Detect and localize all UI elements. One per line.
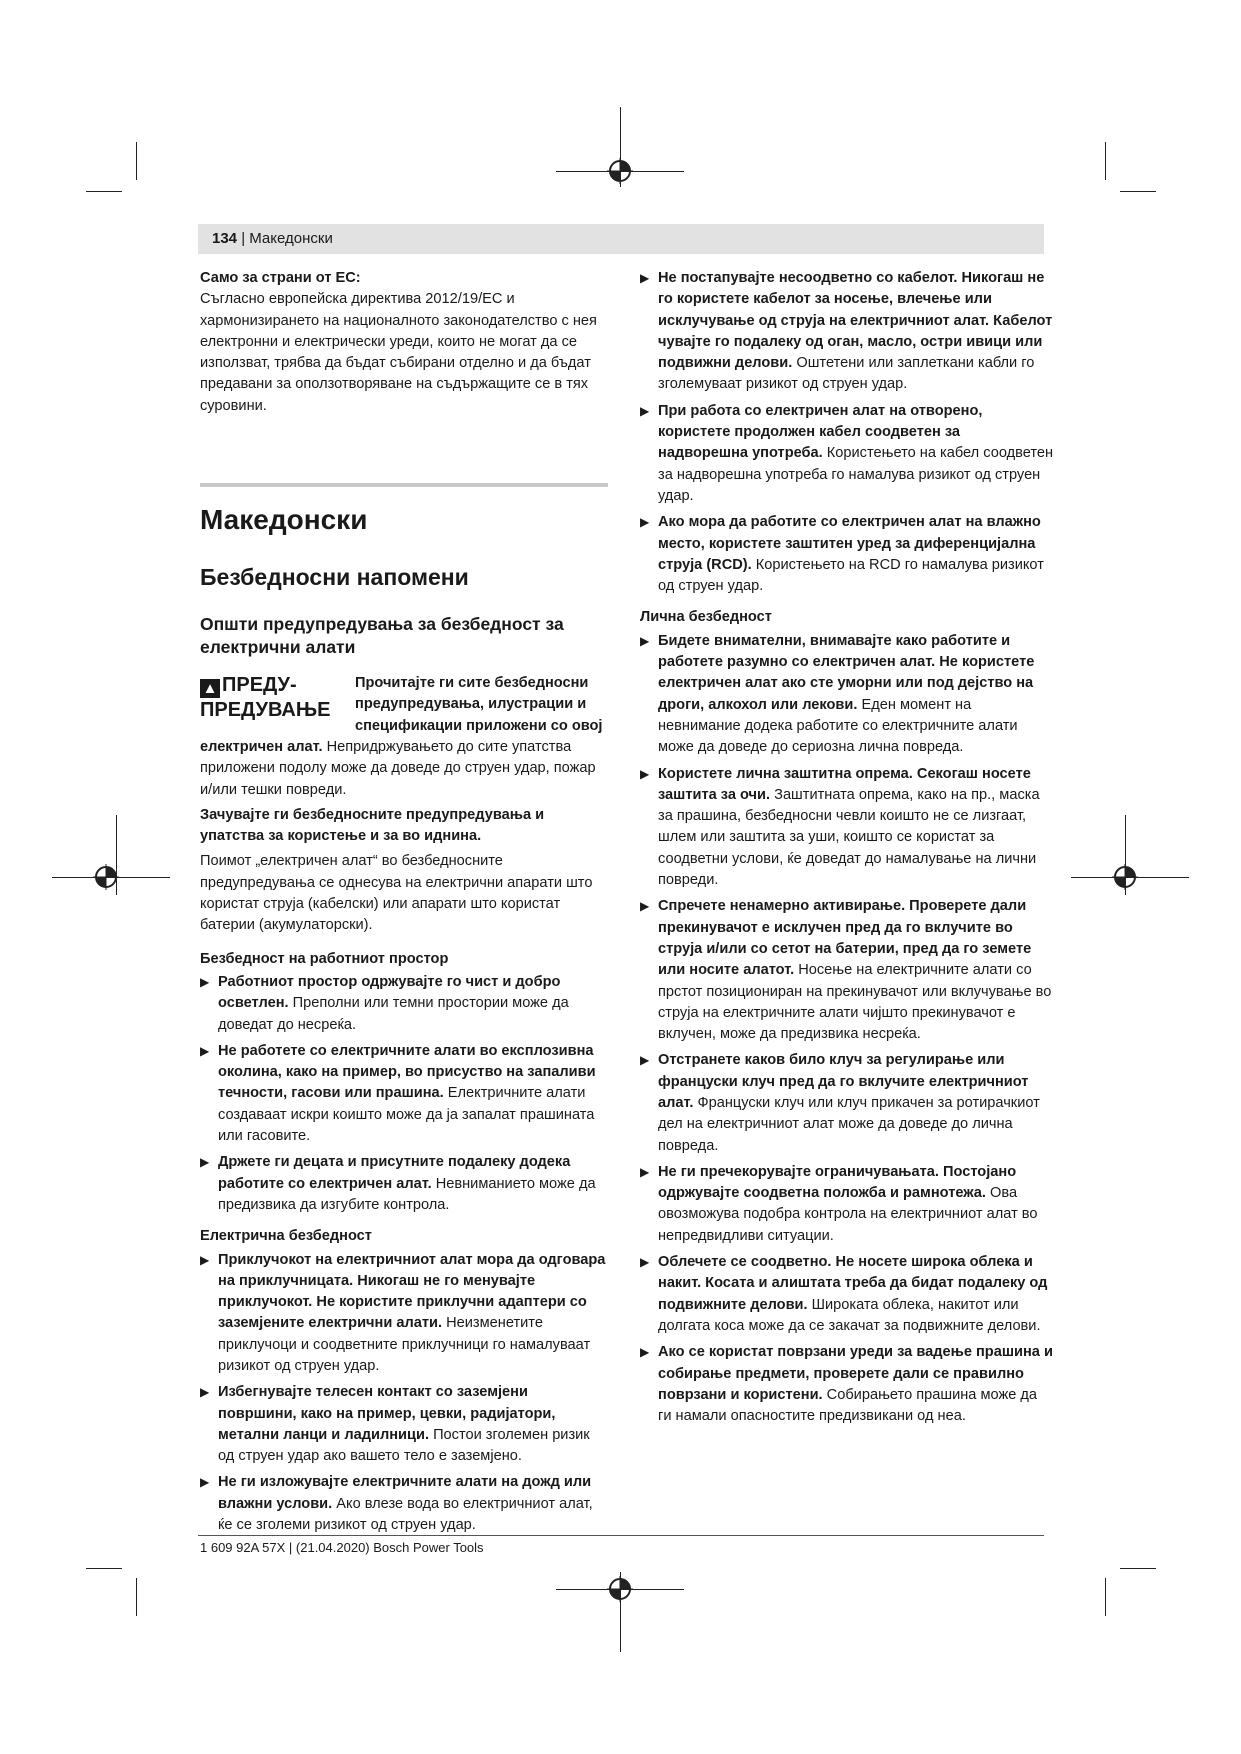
triangle-right-icon: ▶ — [640, 403, 650, 418]
list-item: ▶ Избегнувајте телесен контакт со заземјени површини, како на пример, цевки, радијатори, метални ланци и ладилници. Постои зголемен ризик од струен удар ако вашето тело е заземјено. — [200, 1384, 590, 1465]
list-item: ▶ Приклучокот на електричниот алат мора да одговара на приклучницата. Никогаш не го менувајте приклучокот. Не користите приклучни адаптери со заземјените електрични алати. Неизменетите приклучоци и соодветните приклучници го намалуваат ризикот од струен удар. — [200, 1251, 606, 1374]
triangle-right-icon: ▶ — [200, 1155, 210, 1170]
registration-crosshair-icon — [93, 864, 119, 890]
warning-lead-bold: Прочитајте ги сите безбедносни предупредувања, илустрации и спецификации приложени со овој електричен алат. — [200, 675, 603, 755]
warning-lead-text: Непридржувањето до сите упатства приложени подолу може да доведе до струен удар, пожар и/или тешки повреди. — [200, 738, 596, 798]
eu-text: Съгласно европейска директива 2012/19/ЕС и хармонизирането на националното законодателство с нея електронни и електрически уреди, които не могат да се използват, трябва да бъдат събирани отделно и да бъдат предавани за оползотворяване на съдържащите се в тях суровини. — [200, 291, 597, 414]
triangle-right-icon: ▶ — [200, 1475, 210, 1490]
triangle-right-icon: ▶ — [200, 1252, 210, 1267]
electrical-title: Електрична безбедност — [200, 1228, 372, 1245]
list-item: ▶ Не работете со електричните алати во експлозивна околина, како на пример, во присуство на запаливи течности, гасови или прашина. Електричните алати создаваат искри коишто може да ја запалат прашината или гасовите. — [200, 1042, 596, 1145]
list-item: ▶ Спречете ненамерно активирање. Проверете дали прекинувачот е исклучен пред да го вклучите во струја и/или со сетот на батерии, пред да го земете или носите алатот. Носење на електричните алати со прстот позициониран на прекинувачот или вклучување во струја на електричните алати чијшто прекинувачот е вклучен, може да предизвика несреќа. — [640, 898, 1052, 1043]
list-item: ▶ Отстранете каков било клуч за регулирање или француски клуч пред да го вклучите електричниот алат. Француски клуч или клуч прикачен за ротирачкиот дел на електричниот алат може да доведе до лична повреда. — [640, 1052, 1040, 1154]
triangle-right-icon: ▶ — [640, 1053, 650, 1068]
running-header: 134 | Македонски — [198, 224, 1044, 254]
right-column — [640, 268, 1054, 1432]
crop-mark — [1105, 142, 1106, 180]
triangle-right-icon: ▶ — [640, 1345, 650, 1360]
header-section: Македонски — [249, 230, 333, 247]
cable-list — [640, 268, 1054, 597]
electrical-list — [200, 1250, 608, 1537]
crop-mark — [1120, 1568, 1156, 1569]
registration-crosshair-icon — [607, 1576, 633, 1602]
crop-mark — [86, 1568, 122, 1569]
list-item: ▶ Не ги пречекорувајте ограничувањата. Постојано одржувајте соодветна положба и рамнотежа. Ова овозможува подобра контрола на електричниот алат во непредвидливи ситуации. — [640, 1163, 1038, 1244]
crop-mark — [86, 191, 122, 192]
list-item: ▶ Ако мора да работите со електричен алат на влажно место, користете заштитен уред за диференцијална струја (RCD). Користењето на RCD го намалува ризикот од струен удар. — [640, 514, 1044, 595]
crop-mark — [136, 1578, 137, 1616]
list-item: ▶ При работа со електричен алат на отворено, користете продолжен кабел соодветен за надворешна употреба. Користењето на кабел соодветен за надворешна употреба го намалува ризикот од струен удар. — [640, 402, 1054, 504]
page-number: 134 — [212, 230, 238, 247]
personal-list — [640, 631, 1054, 1428]
triangle-right-icon: ▶ — [200, 1043, 210, 1058]
warning-block — [200, 673, 608, 801]
list-item: ▶ Бидете внимателни, внимавајте како работите и работете разумно со електричен алат. Не користете електричен алат ако сте уморни или под дејство на дроги, алкохол или лекови. Еден момент на невнимание додека работите со електричните алати може да доведе до сериозна лична повреда. — [640, 632, 1035, 756]
warning-triangle-icon: ▲ — [200, 679, 220, 698]
crop-mark — [1120, 191, 1156, 192]
triangle-right-icon: ▶ — [640, 515, 650, 530]
triangle-right-icon: ▶ — [640, 1255, 650, 1270]
crop-mark — [136, 142, 137, 180]
footer-rule — [198, 1535, 1044, 1536]
warning-label: ▲ ПРЕДУ-ПРЕДУВАЊЕ — [200, 674, 331, 722]
eu-heading: Само за страни от ЕС: — [200, 270, 361, 286]
work-area-list — [200, 972, 608, 1216]
triangle-right-icon: ▶ — [640, 271, 650, 285]
list-item: ▶ Работниот простор одржувајте го чист и добро осветлен. Преполни или темни простории може да доведат до несреќа. — [200, 973, 569, 1033]
list-item: ▶ Држете ги децата и присутните подалеку додека работите со електричен алат. Невниманието може да предизвика да изгубите контрола. — [200, 1154, 596, 1213]
triangle-right-icon: ▶ — [640, 1164, 650, 1179]
left-column — [200, 268, 608, 1541]
list-item: ▶ Користете лична заштитна опрема. Секогаш носете заштита за очи. Заштитната опрема, како на пр., маска за прашина, безбедносни чевли коишто не се лизгаат, шлем или заштита за уши, коишто се користат за соодветни услови, ќе доведат до намалување на лични повреди. — [640, 765, 1040, 889]
triangle-right-icon: ▶ — [640, 899, 650, 914]
triangle-right-icon: ▶ — [640, 766, 650, 781]
triangle-right-icon: ▶ — [640, 633, 650, 648]
registration-crosshair-icon — [607, 158, 633, 184]
registration-crosshair-icon — [1112, 864, 1138, 890]
footer-text: 1 609 92A 57X | (21.04.2020) Bosch Power Tools — [200, 1540, 484, 1555]
keep-instructions: Зачувајте ги безбедносните предупредувања и упатства за користење и за во иднина. — [200, 806, 545, 845]
triangle-right-icon: ▶ — [200, 1385, 210, 1400]
crop-mark — [1105, 1578, 1106, 1616]
list-item: ▶ Не постапувајте несоодветно со кабелот. Никогаш не го користете кабелот за носење, влечење или исклучување од струја на електричниот алат. Кабелот чувајте го подалеку од оган, масло, остри ивици или подвижни делови. Оштетени или заплеткани кабли го зголемуваат ризикот од струен удар. — [640, 270, 1053, 393]
term-text: Поимот „електричен алат“ во безбедносните предупредувања се однесува на електрични апарати што користат струја (кабелски) или апарати што користат батерии (акумулаторски). — [200, 853, 593, 934]
section-divider — [200, 483, 608, 487]
general-warnings-title: Општи предупредувања за безбедност за електрични алати — [200, 614, 564, 658]
triangle-right-icon: ▶ — [200, 974, 210, 989]
list-item: ▶ Облечете се соодветно. Не носете широка облека и накит. Косата и алиштата треба да бидат подалеку од подвижните делови. Широката облека, накитот или долгата коса може да се закачат за подвижните делови. — [640, 1254, 1048, 1334]
list-item: ▶ Не ги изложувајте електричните алати на дожд или влажни услови. Ако влезе вода во електричниот алат, ќе се зголеми ризикот од струен удар. — [200, 1474, 593, 1534]
personal-title: Лична безбедност — [640, 609, 772, 626]
safety-title: Безбедносни напомени — [200, 564, 469, 591]
list-item: ▶ Ако се користат поврзани уреди за вадење прашина и собирање предмети, проверете дали се правилно поврзани и користени. Собирањето прашина може да ги намали опасностите предизвикани од неа. — [640, 1344, 1053, 1425]
language-title: Македонски — [200, 504, 368, 536]
work-area-title: Безбедност на работниот простор — [200, 950, 449, 967]
